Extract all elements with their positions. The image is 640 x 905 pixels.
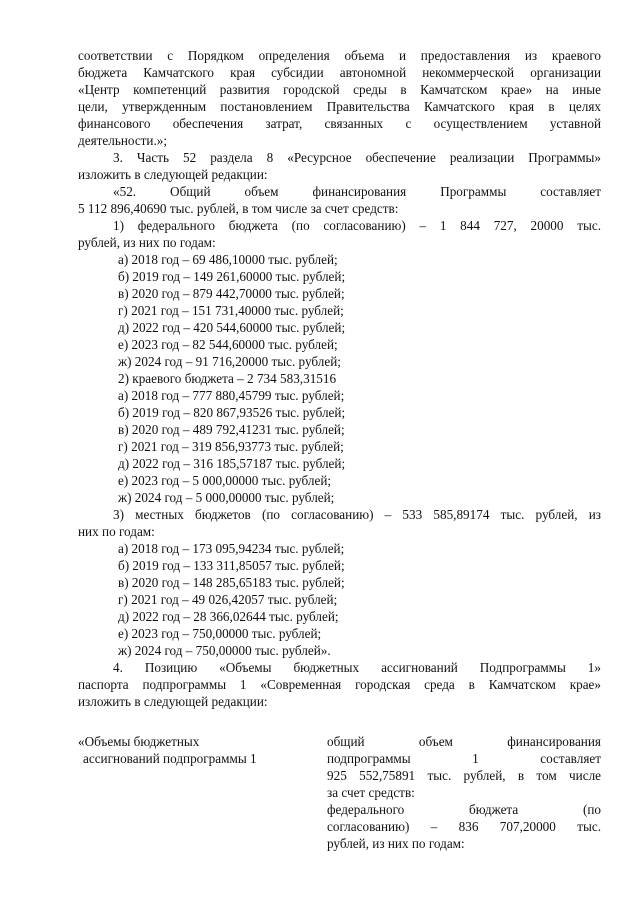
text-line: в) 2020 год – 879 442,70000 тыс. рублей; [118, 286, 345, 301]
table-value-line: подпрограммы 1 составляет [327, 751, 601, 766]
text-line: финансового обеспечения затрат, связанных с осуществлением уставной [78, 116, 601, 131]
text-line: а) 2018 год – 69 486,10000 тыс. рублей; [118, 252, 338, 267]
text-line: бюджета Камчатского края субсидии автономной некоммерческой организации [78, 65, 601, 80]
text-line: ж) 2024 год – 750,00000 тыс. рублей». [118, 643, 331, 658]
text-line: 1) федерального бюджета (по согласованию) – 1 844 727, 20000 тыс. [113, 218, 601, 233]
text-line: них по годам: [78, 524, 155, 539]
text-line: в) 2020 год – 489 792,41231 тыс. рублей; [118, 422, 345, 437]
text-line: е) 2023 год – 5 000,00000 тыс. рублей; [118, 473, 332, 488]
text-line: изложить в следующей редакции: [78, 167, 268, 182]
text-line: е) 2023 год – 82 544,60000 тыс. рублей; [118, 337, 338, 352]
table-value-line: согласованию) – 836 707,20000 тыс. [327, 819, 601, 834]
text-line: 3. Часть 52 раздела 8 «Ресурсное обеспечение реализации Программы» [113, 150, 601, 165]
text-line: цели, утвержденным постановлением Правительства Камчатского края в целях [78, 99, 601, 114]
table-value-line: федерального бюджета (по [327, 802, 601, 817]
text-line: ж) 2024 год – 5 000,00000 тыс. рублей; [118, 490, 335, 505]
table-value-line: общий объем финансирования [327, 734, 601, 749]
table-value-line: за счет средств: [327, 785, 415, 800]
text-line: рублей, из них по годам: [78, 235, 216, 250]
text-line: а) 2018 год – 777 880,45799 тыс. рублей; [118, 388, 345, 403]
table-value-line: 925 552,75891 тыс. рублей, в том числе [327, 768, 601, 783]
text-line: б) 2019 год – 133 311,85057 тыс. рублей; [118, 558, 345, 573]
text-line: паспорта подпрограммы 1 «Современная городская среда в Камчатском крае» [78, 677, 601, 692]
text-line: б) 2019 год – 820 867,93526 тыс. рублей; [118, 405, 346, 420]
text-line: в) 2020 год – 148 285,65183 тыс. рублей; [118, 575, 345, 590]
table-label-line: «Объемы бюджетных [78, 734, 200, 749]
text-line: г) 2021 год – 319 856,93773 тыс. рублей; [118, 439, 344, 454]
table-label-line: ассигнований подпрограммы 1 [83, 751, 257, 766]
text-line: «52. Общий объем финансирования Программы составляет [113, 184, 601, 199]
text-line: е) 2023 год – 750,00000 тыс. рублей; [118, 626, 322, 641]
text-line: 3) местных бюджетов (по согласованию) – 533 585,89174 тыс. рублей, из [113, 507, 601, 522]
text-line: д) 2022 год – 420 544,60000 тыс. рублей; [118, 320, 346, 335]
text-line: д) 2022 год – 28 366,02644 тыс. рублей; [118, 609, 339, 624]
text-line: а) 2018 год – 173 095,94234 тыс. рублей; [118, 541, 345, 556]
text-line: изложить в следующей редакции: [78, 694, 268, 709]
text-line: деятельности.»; [78, 133, 168, 148]
text-line: 2) краевого бюджета – 2 734 583,31516 [118, 371, 337, 386]
text-line: г) 2021 год – 49 026,42057 тыс. рублей; [118, 592, 338, 607]
text-line: соответствии с Порядком определения объема и предоставления из краевого [78, 48, 601, 63]
text-line: д) 2022 год – 316 185,57187 тыс. рублей; [118, 456, 346, 471]
table-value-line: рублей, из них по годам: [327, 836, 465, 851]
text-line: 5 112 896,40690 тыс. рублей, в том числе за счет средств: [78, 201, 399, 216]
text-line: г) 2021 год – 151 731,40000 тыс. рублей; [118, 303, 344, 318]
text-line: ж) 2024 год – 91 716,20000 тыс. рублей; [118, 354, 341, 369]
text-line: «Центр компетенций развития городской среды в Камчатском крае» на иные [78, 82, 601, 97]
text-line: б) 2019 год – 149 261,60000 тыс. рублей; [118, 269, 346, 284]
text-line: 4. Позицию «Объемы бюджетных ассигнований Подпрограммы 1» [113, 660, 601, 675]
